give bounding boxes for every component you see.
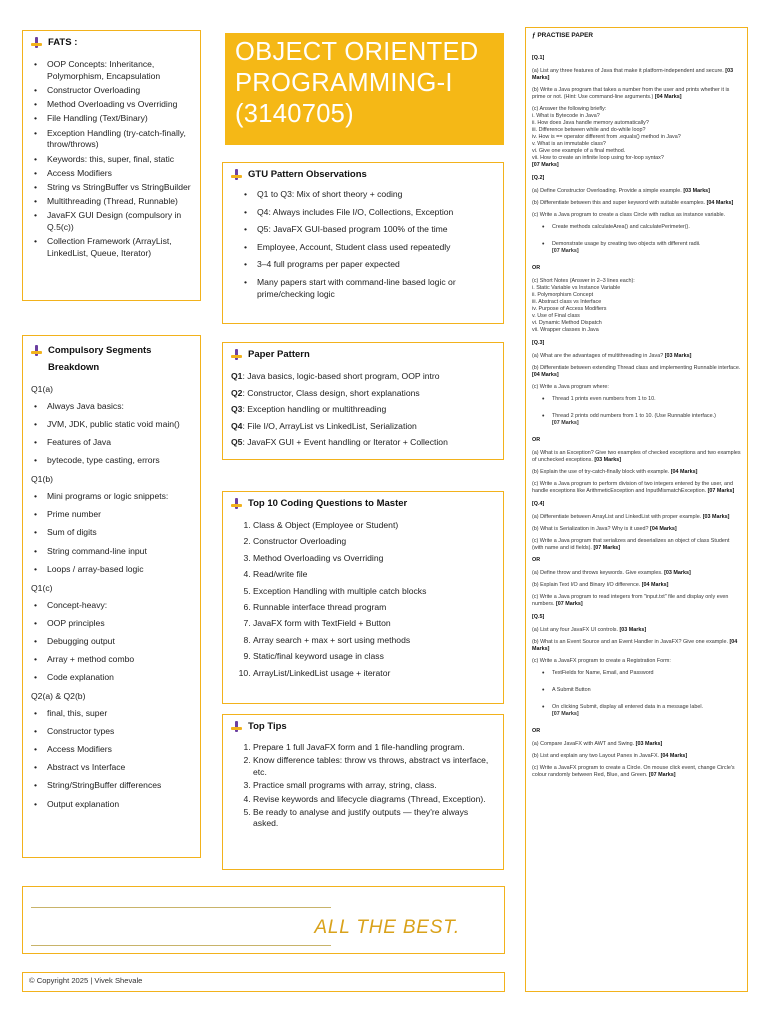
paper-header <box>231 349 495 360</box>
section-title: Q1(a) <box>31 384 53 394</box>
top10-item: 1. Class & Object (Employee or Student) <box>253 519 495 531</box>
question-text: (a) Define throw and throws keywords. Give examples. <box>532 570 663 576</box>
pattern-question: Q4 <box>231 420 243 431</box>
page-title <box>225 33 504 145</box>
pattern-row <box>231 436 495 448</box>
question-line: vi. Give one example of a final method. <box>532 148 626 154</box>
fats-header <box>31 37 192 48</box>
gtu-panel <box>222 162 504 324</box>
marks-value: [04 Marks] <box>670 469 698 475</box>
question-line: vi. Dynamic Method Dispatch <box>532 320 602 326</box>
fats-item: • Constructor Overloading <box>31 85 192 97</box>
question-text: (b) Differentiate between this and super keyword with suitable examples. <box>532 200 706 206</box>
marks-value: [03 Marks] <box>683 188 710 194</box>
top10-item: 8. Array search + max + sort using methods <box>253 634 495 646</box>
practise-body <box>532 55 741 779</box>
section-item: • final, this, super <box>31 707 192 719</box>
section-item: • Loops / array-based logic <box>31 563 192 575</box>
question-text: (b) Explain the use of try-catch-finally block with example. <box>532 469 670 475</box>
section-item: • Concept-heavy: <box>31 599 192 611</box>
question-text: (c) Write a Java program that serializes and deserializes an object of class Student (with name and id fields). <box>532 538 730 551</box>
question-subpoint <box>532 241 741 255</box>
question-text: (a) Compare JavaFX with AWT and Swing. <box>532 741 635 747</box>
or-separator: OR <box>532 437 541 443</box>
section-list <box>31 599 192 683</box>
pattern-text: : Java basics, logic-based short program, OOP intro <box>242 371 440 381</box>
section-item: • Debugging output <box>31 635 192 647</box>
marks-value: [07 Marks] <box>707 488 735 494</box>
marks-value: [03 Marks] <box>702 514 730 520</box>
tip-item: 5. Be ready to analyse and justify outputs — they're always asked. <box>253 807 495 830</box>
question-line: iv. Purpose of Access Modifiers <box>532 306 607 312</box>
question-subpoint <box>532 704 741 718</box>
question-text: (a) What is an Exception? Give two examples of checked exceptions and two examples of unchecked exceptions. <box>532 450 741 463</box>
marks-value: [04 Marks] <box>532 639 738 652</box>
question-text: Thread 1 prints even numbers from 1 to 10. <box>552 396 656 402</box>
question-text: Create methods calculateArea() and calculatePerimeter(). <box>552 224 690 230</box>
top10-item: 5. Exception Handling with multiple catch blocks <box>253 585 495 597</box>
question-text: (b) Write a Java program that takes a number from the user and prints whether it is prime or not. (Hint: Use command-line arguments.) <box>532 87 730 100</box>
marks-value: [07 Marks] <box>552 711 579 717</box>
divider <box>31 945 331 946</box>
question-line: v. What is an immutable class? <box>532 141 606 147</box>
question-part <box>532 481 741 495</box>
marks-value: [07 Marks] <box>532 162 559 168</box>
pattern-question: Q1 <box>231 371 243 381</box>
question-line: i. What is Bytecode in Java? <box>532 113 600 119</box>
question-part <box>532 384 741 391</box>
question-line: i. Static Variable vs Instance Variable <box>532 285 621 291</box>
question-text: (c) Write a Java program where: <box>532 384 609 390</box>
question-part <box>532 765 741 779</box>
section-item: • Sum of digits <box>31 526 192 538</box>
question-heading: [Q.2] <box>532 175 545 181</box>
section-item: • Abstract vs Interface <box>31 761 192 773</box>
title-line-1: OBJECT ORIENTED <box>235 38 479 66</box>
question-heading: [Q.4] <box>532 501 545 507</box>
section-item: • Mini programs or logic snippets: <box>31 490 192 502</box>
question-line: ii. Polymorphism Concept <box>532 292 594 298</box>
fats-item: • Multithreading (Thread, Runnable) <box>31 196 192 208</box>
pin-icon <box>231 169 242 180</box>
question-heading: [Q.3] <box>532 340 545 346</box>
marks-value: [04 Marks] <box>650 526 677 532</box>
gtu-item: • Employee, Account, Student class used repeatedly <box>241 241 495 253</box>
top10-item: 4. Read/write file <box>253 568 495 580</box>
question-subpoint <box>532 687 741 694</box>
pin-icon <box>231 721 242 732</box>
tips-header <box>231 721 495 732</box>
question-part <box>532 188 741 195</box>
fats-panel <box>22 30 201 301</box>
section-item: • String/StringBuffer differences <box>31 779 192 791</box>
section-list <box>31 490 192 574</box>
title-line-2: PROGRAMMING-I <box>235 69 453 97</box>
marks-value: [04 Marks] <box>532 372 559 378</box>
copyright-text: © Copyright 2025 | Vivek Shevale <box>29 976 143 985</box>
top10-header <box>231 498 495 509</box>
fats-item: • JavaFX GUI Design (compulsory in Q.5(c)) <box>31 210 192 234</box>
question-part <box>532 353 741 360</box>
marks-value: [07 Marks] <box>593 545 621 551</box>
top10-panel <box>222 491 504 704</box>
gtu-item: • Q4: Always includes File I/O, Collections, Exception <box>241 206 495 218</box>
question-text: Thread 2 prints odd numbers from 1 to 10. (Use Runnable interface.) <box>552 413 716 419</box>
pattern-text: : Exception handling or multithreading <box>242 404 387 415</box>
tip-item: 3. Practice small programs with array, string, class. <box>253 780 495 791</box>
practise-heading: ƒ PRACTISE PAPER <box>532 32 593 39</box>
question-text: A Submit Button <box>552 687 591 693</box>
marks-value: [04 Marks] <box>654 94 682 100</box>
marks-value: [07 Marks] <box>648 772 676 778</box>
or-separator: OR <box>532 728 541 734</box>
all-the-best-banner <box>22 886 505 954</box>
question-part <box>532 365 741 379</box>
tips-panel <box>222 714 504 870</box>
tips-heading: Top Tips <box>248 721 287 732</box>
question-text: TextFields for Name, Email, and Password <box>552 670 654 676</box>
pattern-text: : JavaFX GUI + Event handling or Iterator + Collection <box>242 437 448 448</box>
fats-item: • OOP Concepts: Inheritance, Polymorphism, Encapsulation <box>31 59 192 83</box>
pin-icon <box>231 498 242 509</box>
section-list <box>31 400 192 466</box>
fats-item: • Method Overloading vs Overriding <box>31 99 192 111</box>
fats-heading: FATS : <box>48 37 78 48</box>
gtu-heading: GTU Pattern Observations <box>248 169 367 180</box>
marks-value: [07 Marks] <box>552 248 579 254</box>
question-text: (a) List any three features of Java that make it platform-independent and secure. <box>532 68 724 74</box>
tip-item: 2. Know difference tables: throw vs throws, abstract vs interface, etc. <box>253 755 495 778</box>
question-part <box>532 594 741 608</box>
pin-icon <box>31 345 42 356</box>
question-line: iv. How is == operator different from .equals() method in Java? <box>532 134 681 140</box>
pin-icon <box>231 349 242 360</box>
question-part <box>532 538 741 552</box>
practise-paper-panel <box>525 27 748 992</box>
marks-label <box>532 162 741 169</box>
compulsory-panel <box>22 335 201 858</box>
question-line: v. Use of Final class <box>532 313 580 319</box>
question-part <box>532 514 741 521</box>
fats-item: • Keywords: this, super, final, static <box>31 154 192 166</box>
section-item: • Constructor types <box>31 725 192 737</box>
section-item: • Always Java basics: <box>31 400 192 412</box>
gtu-header <box>231 169 495 180</box>
marks-value: [04 Marks] <box>706 200 734 206</box>
question-text: (b) What is an Event Source and an Event Handler in JavaFX? Give one example. <box>532 639 728 645</box>
copyright-footer <box>22 972 505 992</box>
question-subpoint <box>532 224 741 231</box>
question-part <box>532 741 741 748</box>
section-item: • OOP principles <box>31 617 192 629</box>
question-text: (b) Differentiate between extending Thread class and implementing Runnable interface. <box>532 365 741 371</box>
fats-item: • File Handling (Text/Binary) <box>31 113 192 125</box>
fats-item: • Exception Handling (try-catch-finally, throw/throws) <box>31 128 192 152</box>
gtu-item: • 3–4 full programs per paper expected <box>241 258 495 270</box>
pattern-row <box>231 403 495 415</box>
marks-value: [03 Marks] <box>664 570 691 576</box>
question-text: (a) Differentiate between ArrayList and LinkedList with proper example. <box>532 514 702 520</box>
or-separator: OR <box>532 557 541 563</box>
marks-value: [07 Marks] <box>555 601 583 607</box>
fats-item: • String vs StringBuffer vs StringBuilder <box>31 182 192 194</box>
compulsory-heading: Compulsory Segments Breakdown <box>48 345 152 373</box>
question-part <box>532 450 741 464</box>
marks-value: [07 Marks] <box>552 420 579 426</box>
pattern-question: Q5 <box>231 437 243 448</box>
tip-item: 1. Prepare 1 full JavaFX form and 1 file-handling program. <box>253 742 495 753</box>
question-part <box>532 106 741 169</box>
section-item: • Array + method combo <box>31 653 192 665</box>
section-item: • JVM, JDK, public static void main() <box>31 418 192 430</box>
section-item: • Code explanation <box>31 671 192 683</box>
gtu-item: • Q1 to Q3: Mix of short theory + coding <box>241 188 495 200</box>
marks-value: [04 Marks] <box>641 582 669 588</box>
question-line: (c) Short Notes (Answer in 2–3 lines each): <box>532 278 635 284</box>
question-part <box>532 753 741 760</box>
section-item: • Features of Java <box>31 436 192 448</box>
question-subpoint <box>532 670 741 677</box>
marks-value: [03 Marks] <box>532 68 734 81</box>
question-text: (a) What are the advantages of multithreading in Java? <box>532 353 664 359</box>
question-text: (c) Write a Java program to perform division of two integers entered by the user, and handle exceptions like ArithmeticException and InputMismatchException. <box>532 481 733 494</box>
question-part <box>532 639 741 653</box>
top10-item: 9. Static/final keyword usage in class <box>253 650 495 662</box>
question-heading: [Q.1] <box>532 55 545 61</box>
question-line: ii. How does Java handle memory automatically? <box>532 120 649 126</box>
section-list <box>31 707 192 809</box>
top10-item: 10. ArrayList/LinkedList usage + iterator <box>253 667 495 679</box>
compulsory-sections <box>31 384 192 810</box>
pattern-row <box>231 387 495 399</box>
gtu-list <box>231 188 495 300</box>
pattern-text: : Constructor, Class design, short explanations <box>242 387 420 398</box>
question-line: vii. Wrapper classes in Java <box>532 327 599 333</box>
fats-item: • Collection Framework (ArrayList, LinkedList, Queue, Iterator) <box>31 236 192 260</box>
question-text: (a) List any four JavaFX UI controls. <box>532 627 618 633</box>
fats-list <box>31 59 192 260</box>
section-item: • Output explanation <box>31 798 192 810</box>
question-part <box>532 278 741 334</box>
title-line-3: (3140705) <box>235 100 354 128</box>
divider <box>31 907 331 908</box>
pattern-row <box>231 370 495 382</box>
question-text: (b) What is Serialization in Java? Why is it used? <box>532 526 649 532</box>
section-item: • String command-line input <box>31 545 192 557</box>
tip-item: 4. Revise keywords and lifecycle diagrams (Thread, Exception). <box>253 794 495 805</box>
all-the-best-text: ALL THE BEST. <box>314 917 460 938</box>
question-part <box>532 582 741 589</box>
section-title: Q1(b) <box>31 474 53 485</box>
question-text: (c) Write a JavaFX program to create a Circle. On mouse click event, change Circle's colour randomly between Red, Blue, and Green. <box>532 765 735 778</box>
question-text: (c) Write a Java program to create a class Circle with radius as instance variable. <box>532 212 726 218</box>
top10-list <box>231 519 495 679</box>
question-text: (c) Write a Java program to read integers from "input.txt" file and display only even numbers. <box>532 594 729 607</box>
or-separator: OR <box>532 265 541 271</box>
compulsory-header <box>31 342 192 376</box>
top10-heading: Top 10 Coding Questions to Master <box>248 498 408 509</box>
section-item: • Prime number <box>31 508 192 520</box>
pattern-text: : File I/O, ArrayList vs LinkedList, Serialization <box>242 420 417 431</box>
question-line: vii. How to create an infinite loop using for-loop syntax? <box>532 155 664 161</box>
question-line: (c) Answer the following briefly: <box>532 106 607 112</box>
section-title: Q2(a) & Q2(b) <box>31 691 86 702</box>
gtu-item: • Many papers start with command-line based logic or prime/checking logic <box>241 276 495 300</box>
question-text: On clicking Submit, display all entered data in a message label. <box>552 704 704 710</box>
question-subpoint <box>532 396 741 403</box>
gtu-item: • Q5: JavaFX GUI-based program 100% of the time <box>241 223 495 235</box>
question-part <box>532 68 741 82</box>
question-text: (b) List and explain any two Layout Panes in JavaFX. <box>532 753 660 759</box>
paper-pattern-panel <box>222 342 504 460</box>
top10-item: 3. Method Overloading vs Overriding <box>253 552 495 564</box>
top10-item: 7. JavaFX form with TextField + Button <box>253 617 495 629</box>
question-subpoint <box>532 413 741 427</box>
pattern-question: Q2 <box>231 387 243 398</box>
section-title: Q1(c) <box>31 582 53 593</box>
question-line: iii. Abstract class vs Interface <box>532 299 602 305</box>
question-part <box>532 526 741 533</box>
question-line: iii. Difference between while and do-while loop? <box>532 127 646 133</box>
top10-item: 2. Constructor Overloading <box>253 535 495 547</box>
question-text: (b) Explain Text I/O and Binary I/O difference. <box>532 582 641 588</box>
question-part <box>532 658 741 665</box>
marks-value: [03 Marks] <box>664 353 692 359</box>
question-part <box>532 212 741 219</box>
marks-value: [04 Marks] <box>660 753 688 759</box>
question-part <box>532 87 741 101</box>
question-part <box>532 627 741 634</box>
question-part <box>532 469 741 476</box>
question-text: (a) Define Constructor Overloading. Provide a simple example. <box>532 188 682 194</box>
tips-list <box>231 742 495 830</box>
section-item: • bytecode, type casting, errors <box>31 454 192 466</box>
question-text: (c) Write a JavaFX program to create a Registration Form: <box>532 658 671 664</box>
fats-item: • Access Modifiers <box>31 168 192 180</box>
pin-icon <box>31 37 42 48</box>
paper-heading: Paper Pattern <box>248 349 310 360</box>
question-heading: [Q.5] <box>532 614 545 620</box>
marks-value: [03 Marks] <box>635 741 663 747</box>
marks-value: [03 Marks] <box>619 627 647 633</box>
top10-item: 6. Runnable interface thread program <box>253 601 495 613</box>
question-text: Demonstrate usage by creating two objects with different radii. <box>552 241 701 247</box>
paper-rows <box>231 370 495 448</box>
pattern-question: Q3 <box>231 404 243 415</box>
question-part <box>532 200 741 207</box>
question-part <box>532 570 741 577</box>
section-item: • Access Modifiers <box>31 743 192 755</box>
pattern-row <box>231 420 495 432</box>
marks-value: [03 Marks] <box>594 457 622 463</box>
